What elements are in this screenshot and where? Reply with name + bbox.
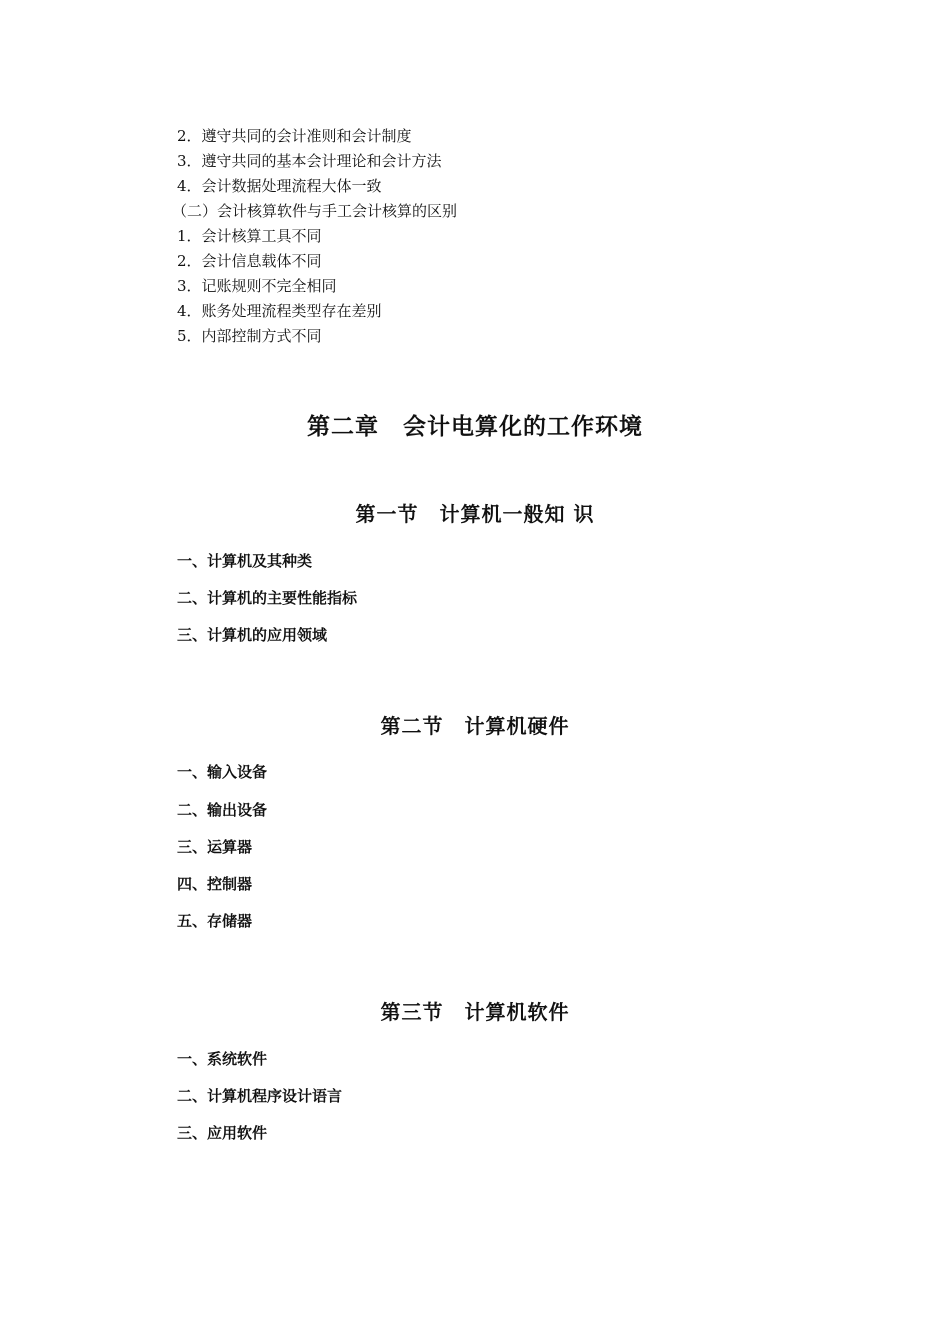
section-title: 第二节 计算机硬件: [380, 714, 570, 738]
section-item: 二、计算机程序设计语言: [177, 1087, 343, 1105]
section-item: 一、计算机及其种类: [177, 552, 313, 570]
section-title: 第一节 计算机一般知 识: [355, 502, 595, 526]
list-item: 4．会计数据处理流程大体一致: [177, 177, 382, 195]
chapter-title: 第二章 会计电算化的工作环境: [307, 413, 643, 440]
list-item: 1．会计核算工具不同: [177, 227, 322, 245]
section-item: 五、存储器: [177, 912, 253, 930]
list-item: 3．遵守共同的基本会计理论和会计方法: [177, 152, 442, 170]
section-item: 四、控制器: [177, 875, 253, 893]
list-item: 4．账务处理流程类型存在差别: [177, 302, 382, 320]
section-item: 三、运算器: [177, 838, 253, 856]
section-item: 二、输出设备: [177, 801, 268, 819]
list-item: 3．记账规则不完全相同: [177, 277, 337, 295]
subheading: （二）会计核算软件与手工会计核算的区别: [172, 202, 458, 220]
list-item: 5．内部控制方式不同: [177, 327, 322, 345]
section-item: 三、应用软件: [177, 1124, 268, 1142]
section-title: 第三节 计算机软件: [380, 1000, 570, 1024]
list-item: 2．会计信息载体不同: [177, 252, 322, 270]
section-item: 三、计算机的应用领域: [177, 626, 328, 644]
section-item: 一、输入设备: [177, 763, 268, 781]
section-item: 一、系统软件: [177, 1050, 268, 1068]
section-item: 二、计算机的主要性能指标: [177, 589, 358, 607]
list-item: 2．遵守共同的会计准则和会计制度: [177, 127, 412, 145]
